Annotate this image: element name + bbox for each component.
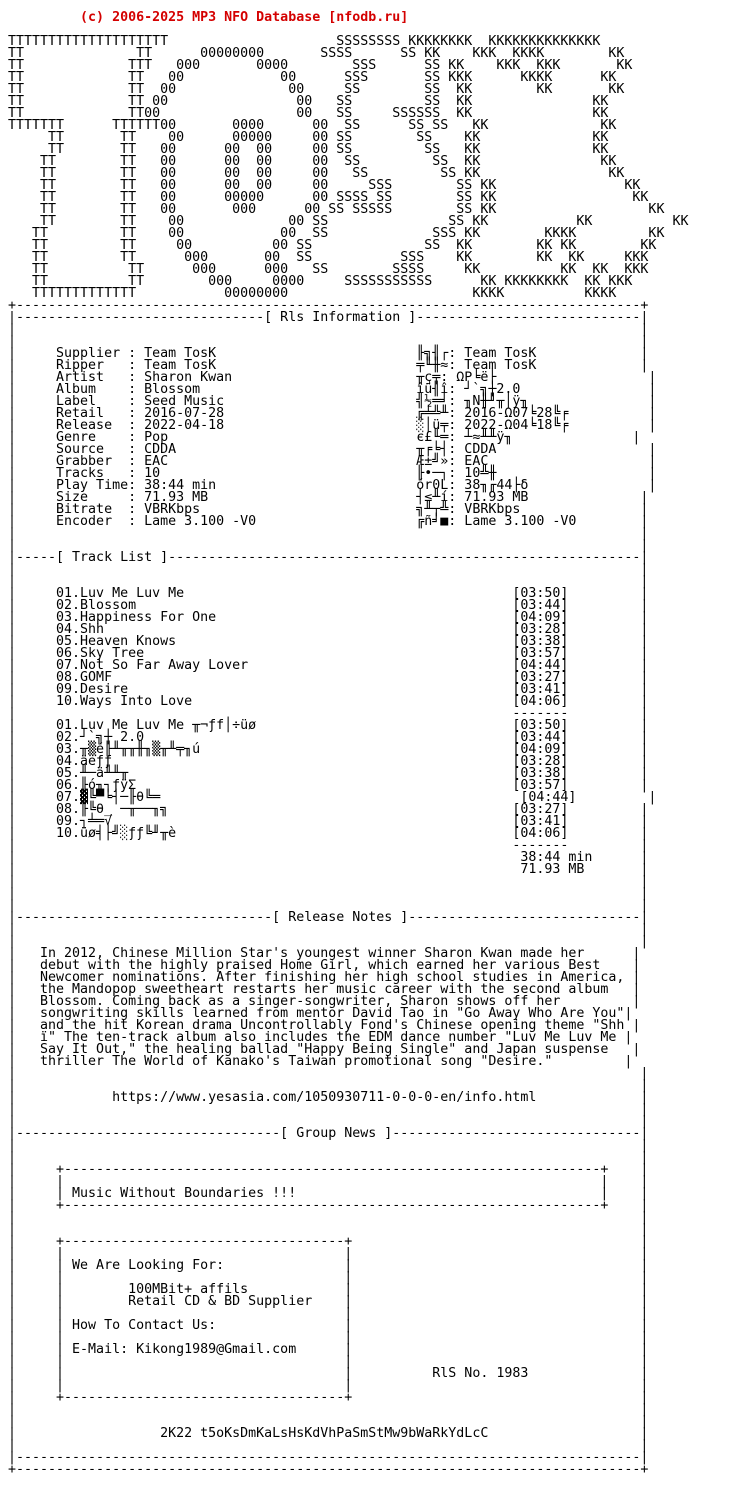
nfo-line: TTTTTTTTTTTTT 00000000 KKKK KKKK [8,286,617,301]
nfo-line: | 10.üø╡├╝░ƒƒ╚╜╥è [04:06] | [8,826,649,841]
nfo-line: | +-----------------------------------+ | [8,1390,649,1405]
nfo-line: |--------------------------------[ Release Notes ]-----------------------------| [8,910,649,925]
nfo-line: | | [8,1222,649,1237]
nfo-line: | | [8,1102,649,1117]
nfo-line: TT TT 00 00 00 00 SS SS KK KK [8,154,617,169]
nfo-line: | 05.Heaven Knows [03:38] | [8,634,649,649]
nfo-line: | +-----------------------------------+ | [8,1234,649,1249]
nfo-line: | 38:44 min | [8,850,649,865]
nfo-line: | | [8,1150,649,1165]
nfo-line: | | [8,1078,649,1093]
nfo-line: |-------------------------------[ Rls Information ]----------------------------| [8,310,649,325]
nfo-line: |---------------------------------[ Group News ]-------------------------------| [8,1126,649,1141]
nfo-line: | Artist : Sharon Kwan ╥ç╤: ΩΡ╘ë├ | [8,370,657,385]
nfo-line: | | | | [8,1174,649,1189]
nfo-line: | | [8,922,649,937]
nfo-line: TT TT 00 00 SS SS KK KK [8,94,609,109]
nfo-line: TT TT 00 00 SS SS KK KK KK [8,214,689,229]
nfo-line: | | | | [8,1354,649,1369]
nfo-line: | | [8,934,649,949]
nfo-line: | 03.Happiness For One [04:09] | [8,610,649,625]
nfo-line: | | [8,1402,649,1417]
nfo-line: | Tracks : 10 ╟•─┐: 10╩╫ | [8,466,657,481]
nfo-line: | 06.╟ó╖┐ƒÿΣ [03:57] | [8,778,649,793]
nfo-line: TT TT 00 00000 00 SSSS SS SS KK KK [8,190,649,205]
nfo-line: | +-------------------------------------------------------------------+ | [8,1198,649,1213]
nfo-line: | | | | [8,1330,649,1345]
nfo-line: | | [8,1066,649,1081]
nfo-line: | | 100MBit+ affils | | [8,1282,649,1297]
nfo-line: | | Retail CD & BD Supplier | | [8,1294,649,1309]
nfo-line: TT TT 00000000 SSSS SS KK KKK KKKK KK [8,46,625,61]
nfo-line: | | [8,526,649,541]
nfo-line: | Play Time: 38:44 min ór0L: 38╖╓44├δ | [8,478,657,493]
nfo-line: | | [8,1438,649,1453]
nfo-line: | and the hit Korean drama Uncontrollably Fond's Chinese opening theme "Shh | [8,1018,641,1033]
nfo-line: | | [8,1114,649,1129]
nfo-line: | debut with the highly praised Home Girl, which earned her various Best | [8,958,641,973]
nfo-line: TT TT 00 00 00 00 SSS SS KK KK [8,178,641,193]
nfo-line: | | Music Without Boundaries !!! | | [8,1186,649,1201]
nfo-line: | | E-Mail: Kikong1989@Gmail.com | | [8,1342,649,1357]
nfo-line: | 01.Luv Me Luv Me ╥¬ƒf│÷üø [03:50] | [8,718,649,733]
nfo-line: | 07.Not So Far Away Lover [04:44] | [8,658,649,673]
nfo-line: | | | | [8,1246,649,1261]
nfo-line: | | [8,334,649,349]
nfo-line: | Encoder : Lame 3.100 -V0 ╔ñ╛■: Lame 3.100 -V0 | [8,514,649,529]
nfo-line: | | [8,538,649,553]
nfo-line: | 09.┐╧═√ [03:41] | [8,814,649,829]
nfo-line: | | We Are Looking For: | | [8,1258,649,1273]
nfo-line: | | [8,574,649,589]
nfo-line: | | [8,874,649,889]
nfo-line: | Bitrate : VBRKbps ╗╨┬╩: VBRKbps | [8,502,649,517]
nfo-line: | 05.╨─ä╨╨╥ [03:38] | [8,766,649,781]
nfo-line: | ------- | [8,838,649,853]
nfo-line: | 10.Ways Into Love [04:06] | [8,694,649,709]
nfo-line: |-----[ Track List ]-----------------------------------------------------------| [8,550,649,565]
nfo-line: | thriller The World of Kanako's Taiwan promotional song "Desire." | [8,1054,633,1069]
nfo-line: | In 2012, Chinese Million Star's youngest winner Sharon Kwan made her | [8,946,641,961]
nfo-line: | Blossom. Coming back as a singer-songwriter, Sharon shows off her | [8,994,641,1009]
nfo-line: | 08.GOMF [03:27] | [8,670,649,685]
nfo-line: | | [8,322,649,337]
nfo-line: | Newcomer nominations. After finishing her high school studies in America, | [8,970,641,985]
nfo-line: TTTTTTTTTTTTTTTTTTTT SSSSSSSS KKKKKKKK KKKKKKKKKKKKKK [8,34,601,49]
nfo-line: | | [8,886,649,901]
nfo-line: |------------------------------------------------------------------------------| [8,1450,649,1465]
nfo-line: | 08.╟╚θ_ ─╥──╖╗ [03:27] | [8,802,649,817]
nfo-line: | 71.93 MB | [8,862,649,877]
nfo-line[interactable]: | https://www.yesasia.com/1050930711-0-0-0-en/info.html | [8,1090,649,1105]
nfo-line: +------------------------------------------------------------------------------+ [8,1462,649,1477]
nfo-line: | Size : 71.93 MB ┤≤╨í: 71.93 MB | [8,490,649,505]
nfo-line: | | | | [8,1306,649,1321]
nfo-line: TT TT 00 00 00 00 SS SS KK KK [8,142,609,157]
nfo-line: | | | RlS No. 1983 | [8,1366,649,1381]
nfo-line: TT TT 00 00 SS SS KK KK KK [8,82,625,97]
nfo-line: | the Mandopop sweetheart restarts her music career with the second album | [8,982,641,997]
nfo-line: | Grabber : EAC Æ±╝»: EAC | [8,454,657,469]
nfo-line: | Ripper : Team TosK ╤╙╫≈: Team TosK | [8,358,649,373]
nfo-line: | 2K22 t5oKsDmKaLsHsKdVhPaSmStMw9bWaRkYdLcC | [8,1426,649,1441]
nfo-line: TT TT 000 000 SS SSSS KK KK KK KKK [8,262,649,277]
nfo-line: TT TTT 000 0000 SSS SS KK KKK KKK KK [8,58,633,73]
nfo-line: TT TT 00 00000 00 SS SS KK KK [8,130,609,145]
nfo-line: | Supplier : Team TosK ╟╗╢┌: Team TosK | [8,346,649,361]
nfo-line: | | | | [8,1270,649,1285]
nfo-line: | | | | [8,1378,649,1393]
nfo-line: TT TT 00 000 00 SS SSSSS SS KK KK [8,202,665,217]
nfo-line: | 07.▓╚▀╘┤─╟θ╚═ [04:44] | [8,790,657,805]
nfo-line: | 04.äeƒƒ [03:28] | [8,754,649,769]
nfo-line: | Album : Blossom îü╢î: ┘`╗┼2.0 | [8,382,657,397]
nfo-line: | 09.Desire [03:41] | [8,682,649,697]
nfo-line: +------------------------------------------------------------------------------+ [8,298,649,313]
nfo-line: TTTTTTT TTTTTT00 0000 00 SS SS SS KK KK [8,118,617,133]
nfo-line: | Genre : Pop є£╙═: ┴≈╨╨ÿ╖ | [8,430,641,445]
nfo-line: TT TT 00 00 SS SSS KK KKKK KK [8,226,665,241]
nfo-line: | ------- | [8,706,649,721]
nfo-line: TT TT 000 00 SS SSS KK KK KK KKK [8,250,649,265]
nfo-line: | +-------------------------------------------------------------------+ | [8,1162,649,1177]
nfo-line: TT TT00 00 SS SSSSSS KK KK [8,106,609,121]
nfo-line: | Release : 2022-04-18 ░│ü╤: 2022-Ω04╘18╚╒ | [8,418,657,433]
nfo-line: | | [8,1414,649,1429]
nfo-line: | Retail : 2016-07-28 ╔╧╩╨: 2016-Ω07╘28╚╒ | [8,406,657,421]
nfo-line: | 04.Shh [03:28] | [8,622,649,637]
nfo-line: | | How To Contact Us: | | [8,1318,649,1333]
nfo-line: | | [8,1210,649,1225]
nfo-line: | Say It Out," the healing ballad "Happy Being Single" and Japan suspense | [8,1042,641,1057]
nfo-line: | 01.Luv Me Luv Me [03:50] | [8,586,649,601]
nfo-line: | | [8,1138,649,1153]
nfo-line: | ï" The ten-track album also includes the EDM dance number "Luv Me Luv Me | [8,1030,633,1045]
nfo-line: | | [8,562,649,577]
nfo-line: TT TT 000 0000 SSSSSSSSSSS KK KKKKKKKK KK KKK [8,274,633,289]
nfo-document [8,0,744,1476]
nfo-line: | 03.╥▒é╟╨╥╥╫╖▒╥╨╤╖ú [04:09] | [8,742,649,757]
nfo-line: | Label : Seed Music ╣½═╛: ╖N╫╜╥│ÿ╖ | [8,394,657,409]
nfo-line: | 06.Sky Tree [03:57] | [8,646,649,661]
nfo-line: TT TT 00 00 SS SS KK KK KK KK [8,238,657,253]
nfo-line: TT TT 00 00 SSS SS KKK KKKK KK [8,70,617,85]
nfo-line: | songwriting skills learned from mentor David Tao in "Go Away Who Are You"| [8,1006,633,1021]
nfo-line: | Source : CDDA ╥╒╘┤: CDDA | [8,442,657,457]
copyright-header: (c) 2006-2025 MP3 NFO Database [nfodb.ru] [8,10,409,25]
nfo-line: TT TT 00 00 00 00 SS SS KK KK [8,166,625,181]
nfo-line: | | [8,898,649,913]
nfo-line: | 02.┘`╗┼ 2.0 [03:44] | [8,730,649,745]
nfo-line: | 02.Blossom [03:44] | [8,598,649,613]
